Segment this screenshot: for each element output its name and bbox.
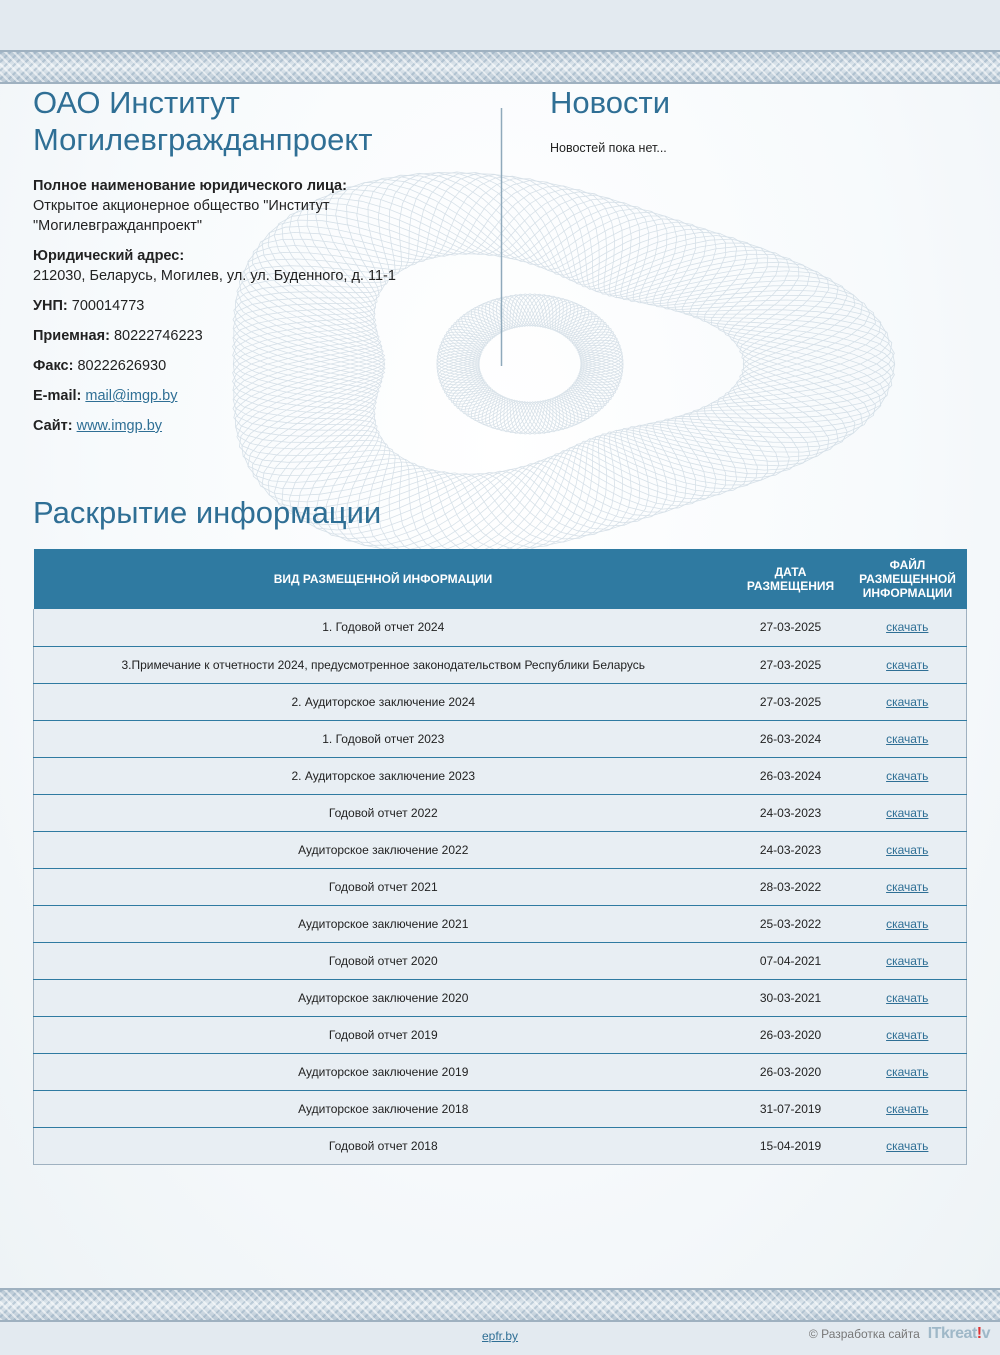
row-date: 30-03-2021 xyxy=(733,979,849,1016)
download-link[interactable]: скачать xyxy=(886,1064,929,1079)
download-link[interactable]: скачать xyxy=(886,768,929,783)
unp-row xyxy=(33,296,473,316)
fax-value: 80222626930 xyxy=(77,358,167,374)
row-date: 07-04-2021 xyxy=(733,942,849,979)
row-type: Годовой отчет 2020 xyxy=(34,942,733,979)
company-title: ОАО Институт Могилевгражданпроект xyxy=(33,85,373,157)
row-date: 24-03-2023 xyxy=(733,831,849,868)
unp-label: УНП: xyxy=(33,298,68,314)
legal-name-label: Полное наименование юридического лица: xyxy=(33,178,347,194)
developer-text: © Разработка сайта xyxy=(808,1327,920,1341)
reception-value: 80222746223 xyxy=(113,328,203,344)
download-link[interactable]: скачать xyxy=(886,1138,929,1153)
table-row xyxy=(34,794,967,831)
email-link[interactable]: mail@imgp.by xyxy=(85,388,178,404)
header-file: ФАЙЛ РАЗМЕЩЕННОЙ ИНФОРМАЦИИ xyxy=(849,549,967,609)
row-date: 26-03-2020 xyxy=(733,1016,849,1053)
address-row xyxy=(33,246,473,286)
table-row xyxy=(34,646,967,683)
download-link[interactable]: скачать xyxy=(886,1027,929,1042)
table-row xyxy=(34,609,967,646)
table-row xyxy=(34,720,967,757)
row-file xyxy=(849,979,967,1016)
fax-row xyxy=(33,356,473,376)
table-row xyxy=(34,1127,967,1164)
top-decorative-band xyxy=(0,50,1000,84)
row-type: 1. Годовой отчет 2024 xyxy=(34,609,733,646)
row-file xyxy=(849,794,967,831)
row-type: 1. Годовой отчет 2023 xyxy=(34,720,733,757)
email-label: E-mail: xyxy=(33,388,82,404)
row-date: 28-03-2022 xyxy=(733,868,849,905)
row-file xyxy=(849,757,967,794)
row-file xyxy=(849,1053,967,1090)
row-file xyxy=(849,609,967,646)
row-file xyxy=(849,905,967,942)
download-link[interactable]: скачать xyxy=(886,842,929,857)
download-link[interactable]: скачать xyxy=(886,620,929,635)
legal-name-row xyxy=(33,176,473,236)
row-file xyxy=(849,683,967,720)
download-link[interactable]: скачать xyxy=(886,694,929,709)
row-date: 26-03-2020 xyxy=(733,1053,849,1090)
site-link[interactable]: www.imgp.by xyxy=(76,418,163,434)
row-date: 26-03-2024 xyxy=(733,720,849,757)
row-date: 31-07-2019 xyxy=(733,1090,849,1127)
header-date: ДАТА РАЗМЕЩЕНИЯ xyxy=(733,549,849,609)
company-info xyxy=(33,176,473,446)
bottom-decorative-band xyxy=(0,1288,1000,1322)
row-file xyxy=(849,1127,967,1164)
fax-label: Факс: xyxy=(33,358,74,374)
download-link[interactable]: скачать xyxy=(886,953,929,968)
row-type: Аудиторское заключение 2021 xyxy=(34,905,733,942)
footer-link[interactable]: epfr.by xyxy=(482,1329,519,1343)
disclosure-table xyxy=(33,549,967,1165)
download-link[interactable]: скачать xyxy=(886,1101,929,1116)
developer-credit xyxy=(809,1325,990,1343)
table-row xyxy=(34,683,967,720)
row-type: Аудиторское заключение 2022 xyxy=(34,831,733,868)
column-divider xyxy=(500,108,503,366)
table-row xyxy=(34,905,967,942)
row-date: 25-03-2022 xyxy=(733,905,849,942)
unp-value: 700014773 xyxy=(71,298,145,314)
row-type: Аудиторское заключение 2018 xyxy=(34,1090,733,1127)
table-row xyxy=(34,868,967,905)
site-row xyxy=(33,416,473,436)
row-date: 27-03-2025 xyxy=(733,609,849,646)
row-type: Аудиторское заключение 2020 xyxy=(34,979,733,1016)
developer-logo-tail: v xyxy=(981,1325,990,1342)
download-link[interactable]: скачать xyxy=(886,731,929,746)
developer-logo-accent: ! xyxy=(976,1325,982,1342)
row-date: 26-03-2024 xyxy=(733,757,849,794)
row-date: 15-04-2019 xyxy=(733,1127,849,1164)
row-file xyxy=(849,868,967,905)
download-link[interactable]: скачать xyxy=(886,657,929,672)
row-type: Годовой отчет 2019 xyxy=(34,1016,733,1053)
download-link[interactable]: скачать xyxy=(886,916,929,931)
table-row xyxy=(34,1053,967,1090)
disclosure-title: Раскрытие информации xyxy=(33,495,382,530)
row-type: 3.Примечание к отчетности 2024, предусмотренное законодательством Республики Беларусь xyxy=(34,646,733,683)
developer-logo[interactable] xyxy=(928,1325,990,1343)
download-link[interactable]: скачать xyxy=(886,879,929,894)
row-date: 24-03-2023 xyxy=(733,794,849,831)
address-label: Юридический адрес: xyxy=(33,248,185,264)
developer-logo-main: ITkreat xyxy=(927,1325,977,1342)
news-empty-message: Новостей пока нет... xyxy=(550,141,667,155)
row-file xyxy=(849,1016,967,1053)
site-label: Сайт: xyxy=(33,418,73,434)
table-header-row xyxy=(34,549,967,609)
table-row xyxy=(34,979,967,1016)
address-value: 212030, Беларусь, Могилев, ул. ул. Буденного, д. 11-1 xyxy=(33,268,396,284)
reception-label: Приемная: xyxy=(33,328,110,344)
news-title: Новости xyxy=(550,85,671,120)
table-row xyxy=(34,1090,967,1127)
row-file xyxy=(849,720,967,757)
download-link[interactable]: скачать xyxy=(886,805,929,820)
table-row xyxy=(34,942,967,979)
row-type: Годовой отчет 2022 xyxy=(34,794,733,831)
row-type: Годовой отчет 2021 xyxy=(34,868,733,905)
table-row xyxy=(34,1016,967,1053)
download-link[interactable]: скачать xyxy=(886,990,929,1005)
table-row xyxy=(34,831,967,868)
row-type: 2. Аудиторское заключение 2023 xyxy=(34,757,733,794)
row-file xyxy=(849,646,967,683)
header-type: ВИД РАЗМЕЩЕННОЙ ИНФОРМАЦИИ xyxy=(34,549,733,609)
legal-name-value: Открытое акционерное общество "Институт "Могилевгражданпроект" xyxy=(33,198,330,234)
row-type: Годовой отчет 2018 xyxy=(34,1127,733,1164)
table-row xyxy=(34,757,967,794)
row-file xyxy=(849,831,967,868)
row-file xyxy=(849,1090,967,1127)
top-bar xyxy=(0,0,1000,50)
row-date: 27-03-2025 xyxy=(733,646,849,683)
row-type: 2. Аудиторское заключение 2024 xyxy=(34,683,733,720)
reception-row xyxy=(33,326,473,346)
row-type: Аудиторское заключение 2019 xyxy=(34,1053,733,1090)
row-date: 27-03-2025 xyxy=(733,683,849,720)
row-file xyxy=(849,942,967,979)
email-row xyxy=(33,386,473,406)
